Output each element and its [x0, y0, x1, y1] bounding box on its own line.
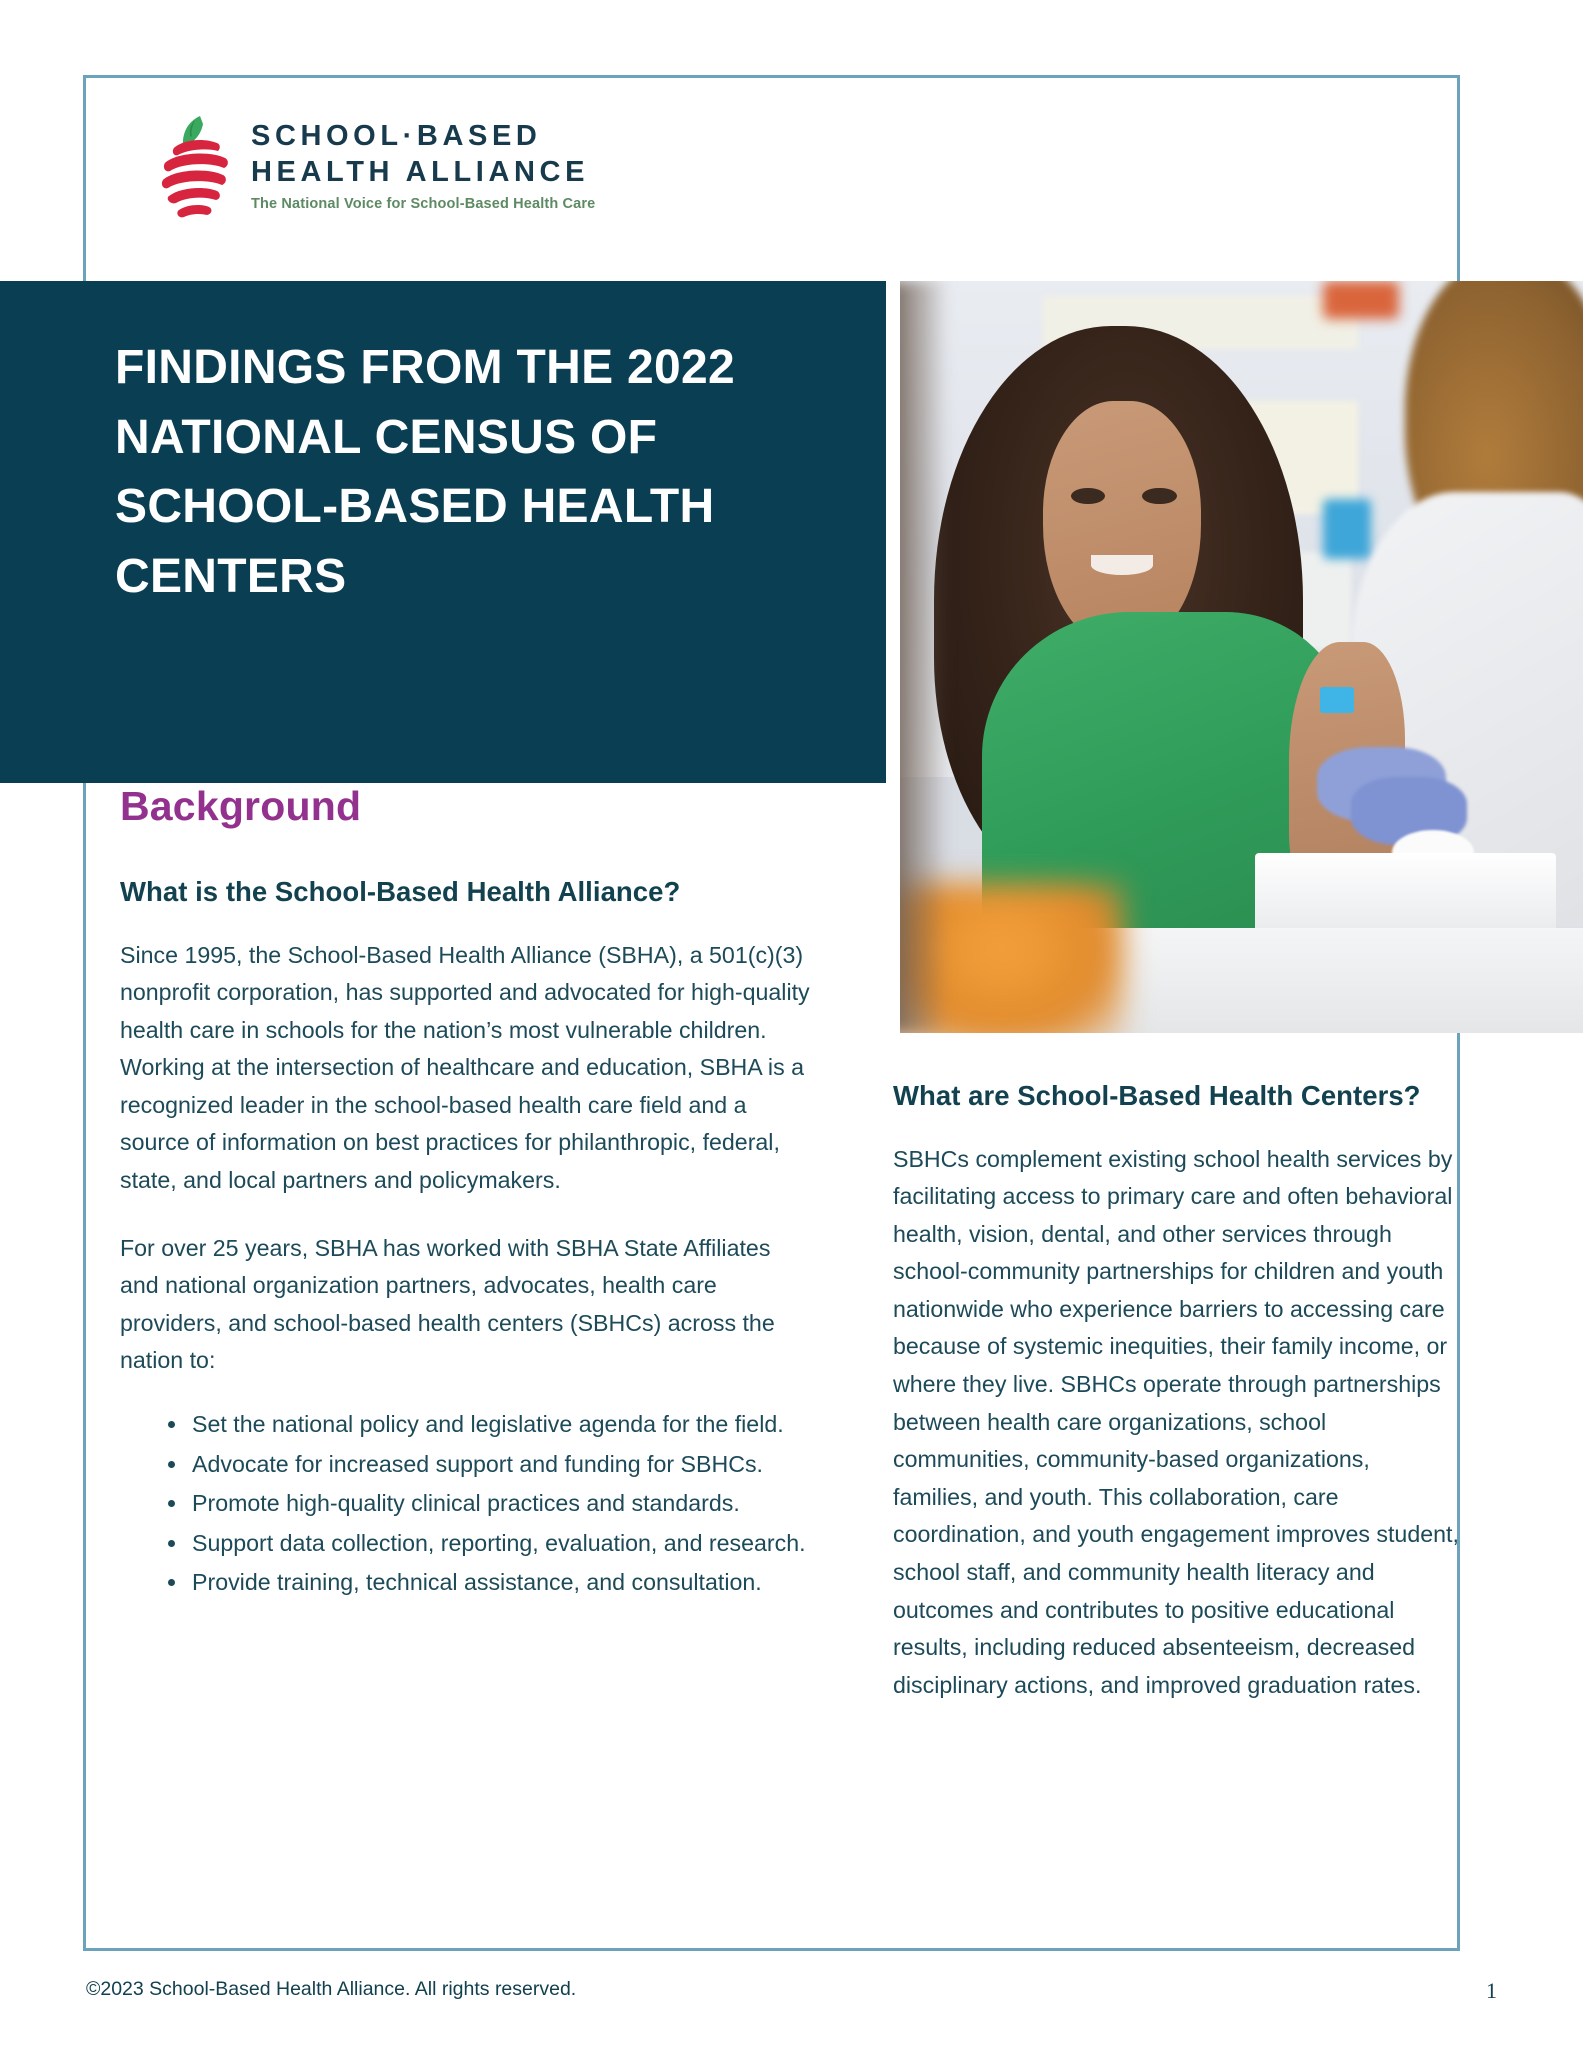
logo-line-2: HEALTH ALLIANCE	[251, 156, 590, 188]
list-item: Advocate for increased support and funding for SBHCs.	[166, 1446, 810, 1484]
organization-logo	[145, 108, 665, 223]
footer-page-number: 1	[1486, 1978, 1497, 2003]
right-column	[893, 1078, 1460, 1734]
title-panel	[0, 281, 886, 783]
paragraph-sbha-partners: For over 25 years, SBHA has worked with SBHA State Affiliates and national organization partners, advocates, health care providers, and school-based health centers (SBHCs) across the nation to:	[120, 1234, 775, 1374]
hero-photo	[900, 281, 1583, 1033]
sbha-activities-list	[120, 1406, 810, 1602]
list-item: Support data collection, reporting, evaluation, and research.	[166, 1525, 810, 1563]
subheading-what-are-sbhcs: What are School-Based Health Centers?	[893, 1080, 1421, 1111]
list-item: Promote high-quality clinical practices and standards.	[166, 1485, 810, 1523]
logo-line-1: SCHOOL·BASED	[251, 120, 542, 153]
list-item: Set the national policy and legislative agenda for the field.	[166, 1406, 810, 1444]
list-item: Provide training, technical assistance, and consultation.	[166, 1564, 810, 1602]
left-column	[120, 783, 810, 1604]
logo-tagline: The National Voice for School-Based Health Care	[251, 195, 596, 212]
paragraph-sbhc-description: SBHCs complement existing school health services by facilitating access to primary care and often behavioral health, vision, dental, and other services through school-community partnerships for children and youth nationwide who experience barriers to accessing care because of systemic inequities, their family income, or where they live. SBHCs operate through partnerships between health care organizations, school communities, community-based organizations, families, and youth. This collaboration, care coordination, and youth engagement improves student, school staff, and community health literacy and outcomes and contributes to positive educational results, including reduced absenteeism, decreased disciplinary actions, and improved graduation rates.	[893, 1145, 1459, 1698]
page-footer	[0, 1978, 1583, 2026]
photo-illustration	[900, 281, 1583, 1033]
section-heading-background: Background	[120, 783, 362, 829]
paragraph-sbha-history: Since 1995, the School-Based Health Alliance (SBHA), a 501(c)(3) nonprofit corporation, has supported and advocated for high-quality health care in schools for the nation’s most vulnerable children. Working at the intersection of healthcare and education, SBHA is a recognized leader in the school-based health care field and a source of information on best practices for philanthropic, federal, state, and local partners and policymakers.	[120, 941, 810, 1194]
footer-copyright: ©2023 School-Based Health Alliance. All rights reserved.	[86, 1978, 577, 2000]
hero-section	[0, 281, 1583, 783]
subheading-what-is-sbha: What is the School-Based Health Alliance?	[120, 876, 681, 907]
apple-logo-icon	[145, 110, 237, 222]
page-title: FINDINGS FROM THE 2022 NATIONAL CENSUS OF SCHOOL-BASED HEALTH CENTERS	[115, 341, 736, 603]
